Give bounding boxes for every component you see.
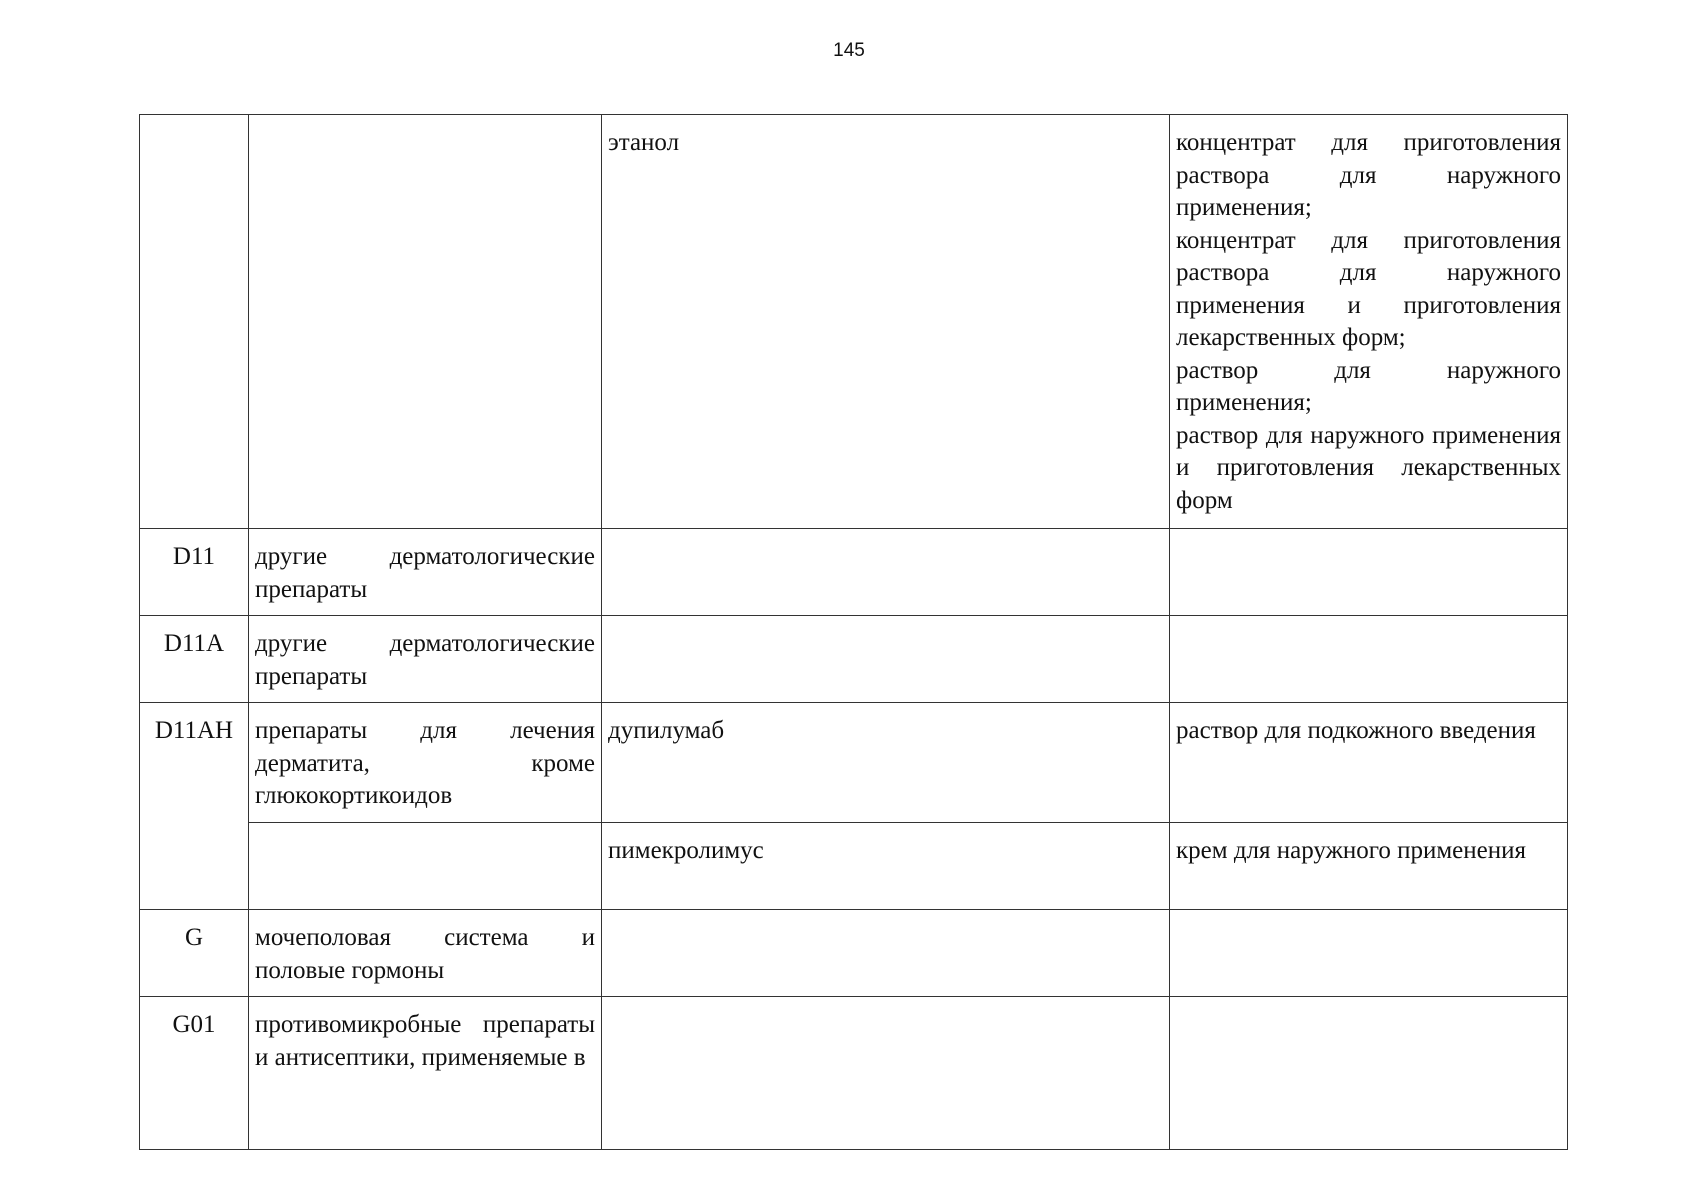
group-name-cell: препараты для лечения дерматита, кроме глюкокортикоидов [249,703,602,823]
atc-code-cell: D11A [140,616,249,703]
table-row [140,997,1568,1150]
atc-code-cell: G [140,910,249,997]
atc-code-cell: D11AH [140,703,249,910]
group-name-cell: мочеполовая система и половые гормоны [249,910,602,997]
table-row [140,823,1568,910]
atc-code-cell: G01 [140,997,249,1150]
dosage-form-item: концентрат для приготовления раствора для наружного применения и приготовления лекарственных форм; [1176,226,1561,351]
dosage-forms-cell [1170,997,1568,1150]
drug-name-cell [602,529,1170,616]
table-row [140,703,1568,823]
group-name-cell [249,823,602,910]
group-name-cell: другие дерматологические препараты [249,529,602,616]
dosage-forms-cell [1170,529,1568,616]
dosage-forms-cell [1170,910,1568,997]
drug-name-cell [602,910,1170,997]
dosage-forms-cell [1170,616,1568,703]
table-row [140,529,1568,616]
group-name-cell: противомикробные препараты и антисептики, применяемые в [249,997,602,1150]
table-row [140,910,1568,997]
dosage-form-item: раствор для наружного применения и приготовления лекарственных форм [1176,421,1561,514]
dosage-form-item: крем для наружного применения [1176,837,1527,864]
atc-code-cell: D11 [140,529,249,616]
table-row [140,115,1568,529]
dosage-form-item: концентрат для приготовления раствора для наружного применения; [1176,129,1561,221]
dosage-forms-cell [1170,823,1568,910]
table-row [140,616,1568,703]
group-name-cell [249,115,602,529]
drug-name-cell [602,616,1170,703]
drug-name-cell [602,997,1170,1150]
dosage-forms-cell [1170,703,1568,823]
group-name-cell: другие дерматологические препараты [249,616,602,703]
medication-table [139,114,1568,1150]
drug-name-cell: этанол [602,115,1170,529]
dosage-form-item: раствор для подкожного введения [1176,717,1536,744]
drug-name-cell: дупилумаб [602,703,1170,823]
page-number: 145 [833,40,865,61]
dosage-forms-cell [1170,115,1568,529]
dosage-form-item: раствор для наружного применения; [1176,356,1561,416]
atc-code-cell [140,115,249,529]
drug-name-cell: пимекролимус [602,823,1170,910]
